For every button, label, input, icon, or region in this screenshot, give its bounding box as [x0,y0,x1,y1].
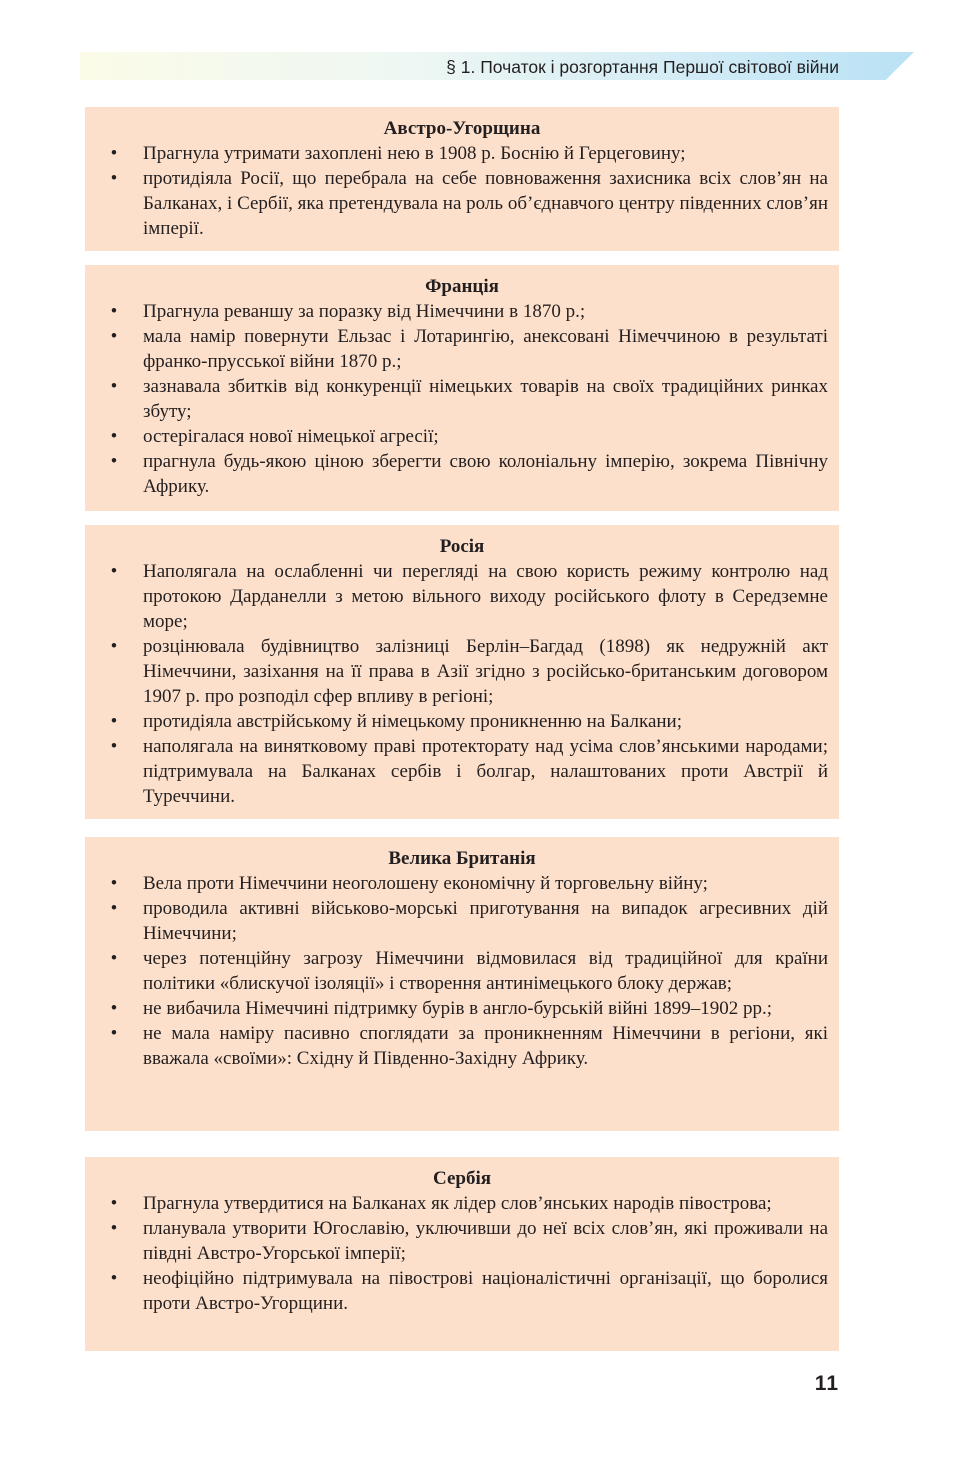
list-item [85,709,828,734]
bullet-icon: • [110,1193,118,1214]
list-item-text: Вела проти Німеччини неоголошену економічну й торговельну війну; [143,873,708,894]
list-item-text: проводила активні військово-морські приготування на випадок агресивних дій Німеччини; [143,898,828,944]
list-item-text: прагнула будь-якою ціною зберегти свою колоніальну імперію, зокрема Північну Африку. [143,451,828,497]
list-item [85,1021,828,1071]
list-item-text: мала намір повернути Ельзас і Лотарингію, анексовані Німеччиною в результаті франко-прусської війни 1870 р.; [143,326,828,372]
box-title: Сербія [432,1168,491,1189]
list-item [85,166,828,241]
list-item [85,634,828,709]
bullet-icon: • [110,326,118,347]
list-item-text: протидіяла Росії, що перебрала на себе повноваження захисника всіх слов’ян на Балканах, і Сербії, яка претендувала на роль об’єднавчого центру південних слов’ян імперії. [143,168,828,239]
box-russia [85,525,839,819]
bullet-list [85,871,828,1071]
list-item-text: Прагнула утвердитися на Балканах як лідер слов’янських народів півострова; [143,1193,772,1214]
bullet-icon: • [110,898,118,919]
bullet-icon: • [110,426,118,447]
list-item [85,424,828,449]
list-item-text: не мала наміру пасивно споглядати за проникненням Німеччини в регіони, які вважала «своїми»: Східну й Південно-Західну Африку. [143,1023,828,1069]
bullet-icon: • [110,168,118,189]
list-item-text: Наполягала на ослабленні чи перегляді на свою користь режиму контролю над протокою Дарданелли з метою вільного виходу російського флоту в Середземне море; [143,561,828,632]
bullet-icon: • [110,1268,118,1289]
box-austria-hungary [85,107,839,251]
list-item [85,896,828,946]
box-title: Велика Британія [388,848,536,869]
bullet-icon: • [110,561,118,582]
list-item-text: наполягала на винятковому праві протекторату над усіма слов’янськими народами; підтримувала на Балканах сербів і болгар, налаштованих проти Австрії й Туреччини. [143,736,828,807]
box-serbia [85,1157,839,1351]
bullet-list [85,559,828,809]
running-header-title: § 1. Початок і розгортання Першої світової війни [446,57,839,77]
page-number: 11 [814,1372,839,1395]
bullet-icon: • [110,873,118,894]
list-item-text: не вибачила Німеччині підтримку бурів в англо-бурській війні 1899–1902 рр.; [143,998,772,1019]
bullet-list [85,299,828,499]
list-item [85,996,828,1021]
list-item [85,946,828,996]
box-great-britain [85,837,839,1131]
list-item [85,324,828,374]
bullet-list [85,1191,828,1316]
bullet-icon: • [110,143,118,164]
bullet-icon: • [110,376,118,397]
box-title: Франція [425,276,499,297]
box-title: Австро-Угорщина [383,118,541,139]
bullet-list [85,141,828,241]
list-item [85,299,828,324]
bullet-icon: • [110,1218,118,1239]
list-item [85,734,828,809]
bullet-icon: • [110,301,118,322]
list-item-text: через потенційну загрозу Німеччини відмовилася від традиційної для країни політики «блискучої ізоляції» і створення антинімецького блоку держав; [143,948,828,994]
list-item-text: Прагнула реваншу за поразку від Німеччини в 1870 р.; [143,301,586,322]
list-item [85,871,828,896]
box-france [85,265,839,511]
list-item-text: планувала утворити Югославію, уключивши до неї всіх слов’ян, які проживали на півдні Австро-Угорської імперії; [143,1218,828,1264]
bullet-icon: • [110,636,118,657]
list-item-text: протидіяла австрійському й німецькому проникненню на Балкани; [143,711,683,732]
list-item-text: остерігалася нової німецької агресії; [143,426,439,447]
list-item-text: розцінювала будівництво залізниці Берлін–Багдад (1898) як недружній акт Німеччини, зазіхання на її права в Азії згідно з російсько-британським договором 1907 р. про розподіл сфер впливу в регіоні; [143,636,828,707]
list-item-text: неофіційно підтримувала на півострові націоналістичні організації, що боролися проти Австро-Угорщини. [143,1268,828,1314]
bullet-icon: • [110,1023,118,1044]
list-item [85,1266,828,1316]
bullet-icon: • [110,948,118,969]
list-item-text: Прагнула утримати захоплені нею в 1908 р. Боснію й Герцеговину; [143,143,686,164]
list-item-text: зазнавала збитків від конкуренції німецьких товарів на своїх традиційних ринках збуту; [143,376,828,422]
list-item [85,559,828,634]
list-item [85,1191,828,1216]
bullet-icon: • [110,451,118,472]
box-title: Росія [439,536,485,557]
list-item [85,141,828,166]
bullet-icon: • [110,998,118,1019]
bullet-icon: • [110,736,118,757]
list-item [85,374,828,424]
bullet-icon: • [110,711,118,732]
list-item [85,449,828,499]
list-item [85,1216,828,1266]
